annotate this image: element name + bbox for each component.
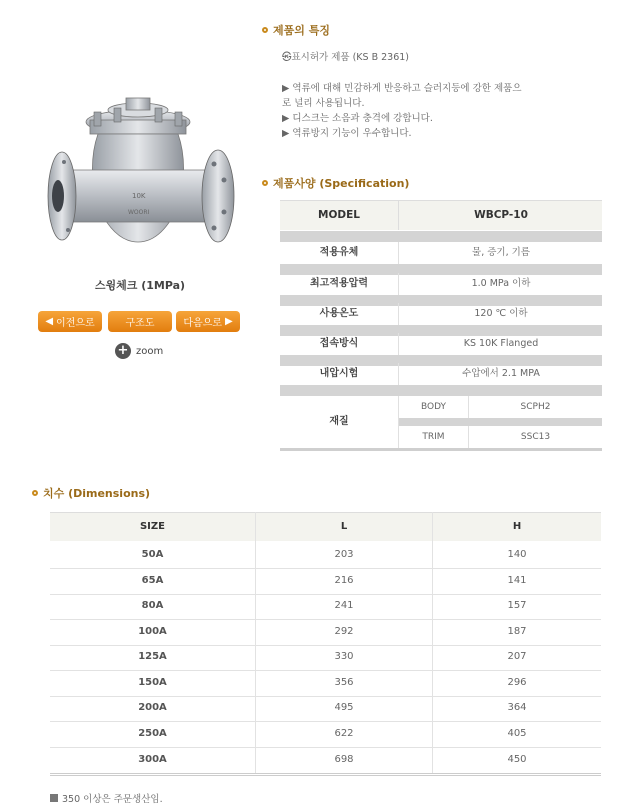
spec-row: 사용온도 120 ℃ 이하 <box>280 303 602 325</box>
svg-text:WOORI: WOORI <box>128 209 150 216</box>
bullet-ring-icon <box>262 180 268 186</box>
material-value: SSC13 <box>520 432 551 442</box>
triangle-right-icon: ▶ <box>224 316 233 327</box>
spec-row: 내압시험 수압에서 2.1 MPA <box>280 363 602 385</box>
spec-bottom-line <box>280 448 602 451</box>
bullet-ring-icon <box>32 490 38 496</box>
material-value: SCPH2 <box>520 402 551 412</box>
plus-icon: + <box>115 343 131 359</box>
next-button[interactable]: 다음으로 ▶ <box>176 311 240 332</box>
feature-line: ㉿표시허가 제품 (KS B 2361) <box>282 52 410 63</box>
spec-header-row <box>280 200 602 230</box>
feature-line: 로 널리 사용됩니다. <box>282 98 365 109</box>
table-row: 300A 698 450 <box>50 747 601 776</box>
h-header: H <box>512 521 522 532</box>
model-value: WBCP-10 <box>398 201 603 230</box>
triangle-left-icon: ◀ <box>45 316 54 327</box>
spec-row: 최고적용압력 1.0 MPa 이하 <box>280 273 602 295</box>
feature-line: ▶ 디스크는 소음과 충격에 강합니다. <box>282 113 433 124</box>
square-bullet-icon <box>50 794 58 802</box>
model-label: MODEL <box>318 209 360 221</box>
material-label: 재질 <box>329 416 349 427</box>
bullet-ring-icon <box>262 27 268 33</box>
material-part: TRIM <box>422 432 445 442</box>
feature-line: ▶ 역류방지 기능이 우수합니다. <box>282 128 412 139</box>
spec-divider <box>280 385 602 396</box>
table-row: 100A 292 187 <box>50 619 601 646</box>
prev-button[interactable]: ◀ 이전으로 <box>38 311 102 332</box>
material-part: BODY <box>420 402 447 412</box>
table-row: 150A 356 296 <box>50 670 601 697</box>
table-row: 250A 622 405 <box>50 721 601 748</box>
table-row: 65A 216 141 <box>50 568 601 595</box>
zoom-button[interactable]: + zoom <box>115 343 163 359</box>
feature-line: ▶ 역류에 대해 민감하게 반응하고 슬러지등에 강한 제품으 <box>282 83 522 94</box>
l-header: L <box>340 521 348 532</box>
spec-divider <box>399 418 602 426</box>
table-row: 50A 203 140 <box>50 542 601 569</box>
spec-divider <box>280 231 602 242</box>
size-header: SIZE <box>139 521 165 532</box>
spec-heading: 제품사양 (Specification) <box>262 175 409 191</box>
product-caption: 스윙체크 (1MPa) <box>94 279 186 292</box>
swing-check-valve-image <box>38 92 242 274</box>
svg-text:10K: 10K <box>132 192 146 200</box>
dimensions-header-row <box>50 512 601 541</box>
dimensions-heading: 치수 (Dimensions) <box>32 485 150 501</box>
table-row: 80A 241 157 <box>50 593 601 620</box>
spec-row: 접속방식 KS 10K Flanged <box>280 333 602 355</box>
features-heading: 제품의 특징 <box>262 22 330 38</box>
structure-button[interactable]: 구조도 <box>108 311 172 332</box>
table-row: 200A 495 364 <box>50 695 601 722</box>
spec-row: 적용유체 물, 증기, 기름 <box>280 242 602 264</box>
table-row: 125A 330 207 <box>50 644 601 671</box>
order-note: 350 이상은 주문생산임. <box>50 791 163 805</box>
